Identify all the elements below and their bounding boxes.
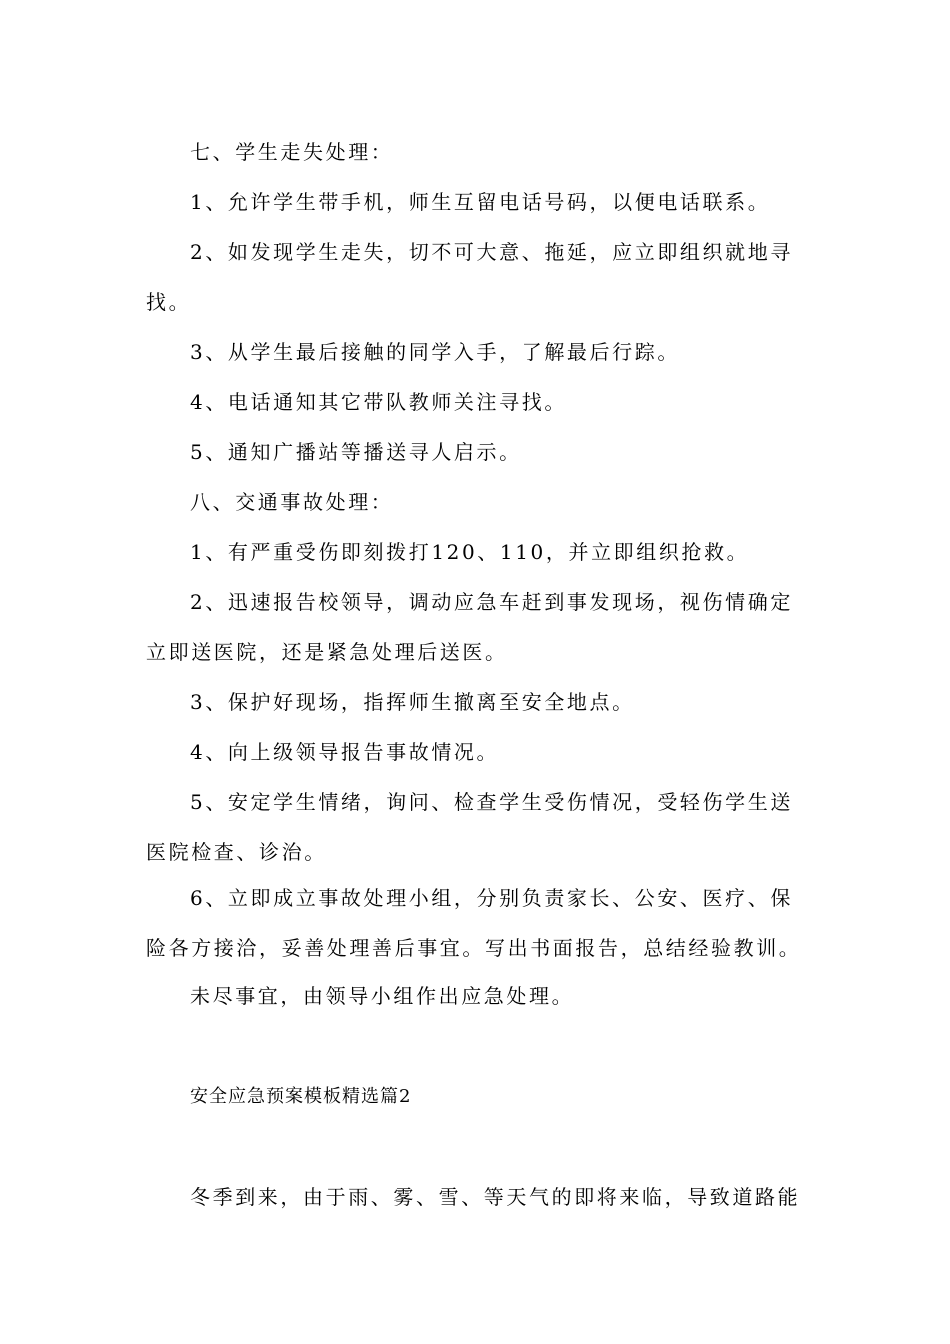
paragraph: 2、迅速报告校领导，调动应急车赶到事发现场，视伤情确定立即送医院，还是紧急处理后送医。 [146, 590, 793, 664]
paragraph-heading-7: 七、学生走失处理： [190, 140, 394, 164]
section-heading: 安全应急预案模板精选篇2 [190, 1086, 412, 1107]
paragraph: 3、从学生最后接触的同学入手，了解最后行踪。 [190, 340, 680, 364]
paragraph: 未尽事宜，由领导小组作出应急处理。 [190, 984, 575, 1008]
paragraph: 1、有严重受伤即刻拨打120、110，并立即组织抢救。 [190, 540, 750, 564]
paragraph: 2、如发现学生走失，切不可大意、拖延，应立即组织就地寻找。 [146, 240, 793, 314]
paragraph: 4、电话通知其它带队教师关注寻找。 [190, 390, 567, 414]
paragraph: 3、保护好现场，指挥师生撤离至安全地点。 [190, 690, 635, 714]
paragraph: 6、立即成立事故处理小组，分别负责家长、公安、医疗、保险各方接洽，妥善处理善后事宜。写出书面报告，总结经验教训。 [146, 886, 802, 960]
paragraph: 5、安定学生情绪，询问、检查学生受伤情况，受轻伤学生送医院检查、诊治。 [146, 790, 793, 864]
paragraph: 4、向上级领导报告事故情况。 [190, 740, 500, 764]
paragraph: 5、通知广播站等播送寻人启示。 [190, 440, 522, 464]
paragraph: 1、允许学生带手机，师生互留电话号码，以便电话联系。 [190, 190, 771, 214]
paragraph: 冬季到来，由于雨、雾、雪、等天气的即将来临，导致道路能 [190, 1185, 801, 1209]
paragraph-heading-8: 八、交通事故处理： [190, 490, 394, 514]
